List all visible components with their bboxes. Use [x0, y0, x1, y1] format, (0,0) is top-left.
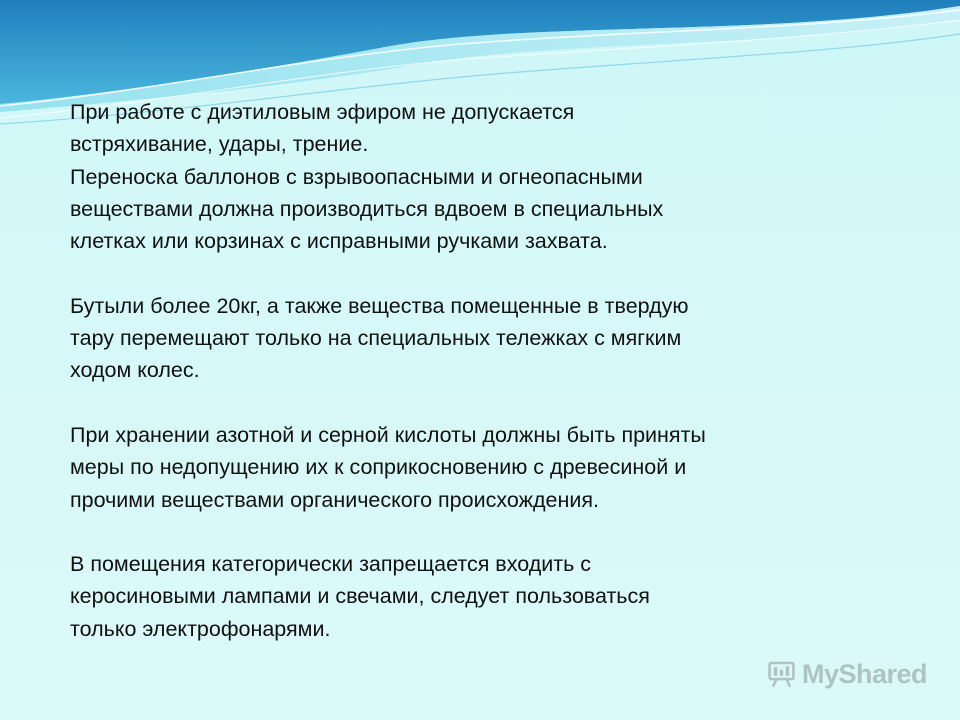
text-line: тару перемещают только на специальных тележках с мягким	[70, 326, 682, 351]
text-line: клетках или корзинах с исправными ручками захвата.	[70, 229, 608, 254]
text-line: веществами должна производиться вдвоем в специальных	[70, 196, 664, 221]
text-line: прочими веществами органического происхождения.	[70, 487, 599, 512]
text-line: При хранении азотной и серной кислоты должны быть приняты	[70, 422, 706, 447]
watermark-text: MyShared	[801, 658, 927, 689]
watermark	[767, 654, 927, 694]
paragraph-bottles	[70, 290, 900, 387]
paragraph-lamps	[70, 548, 900, 645]
text-line: меры по недопущению их к соприкосновению с древесиной и	[70, 455, 687, 480]
text-line: При работе с диэтиловым эфиром не допускается	[70, 100, 575, 124]
paragraph-acids	[70, 419, 900, 516]
text-line: Бутыли более 20кг, а также вещества помещенные в твердую	[70, 293, 689, 318]
paragraph-cylinders	[70, 161, 900, 258]
text-line: керосиновыми лампами и свечами, следует пользоваться	[70, 584, 650, 609]
text-line: ходом колес.	[70, 358, 200, 383]
text-line: только электрофонарями.	[70, 616, 331, 641]
text-line: Переноска баллонов с взрывоопасными и огнеопасными	[70, 164, 643, 189]
slide-body	[70, 96, 900, 645]
presentation-board-icon	[767, 657, 796, 691]
paragraph-gap	[70, 387, 900, 419]
text-line: встряхивание, удары, трение.	[70, 132, 369, 157]
paragraph-gap	[70, 516, 900, 548]
paragraph-ether	[70, 96, 900, 161]
paragraph-gap	[70, 257, 900, 289]
text-line: В помещения категорически запрещается входить с	[70, 552, 592, 577]
